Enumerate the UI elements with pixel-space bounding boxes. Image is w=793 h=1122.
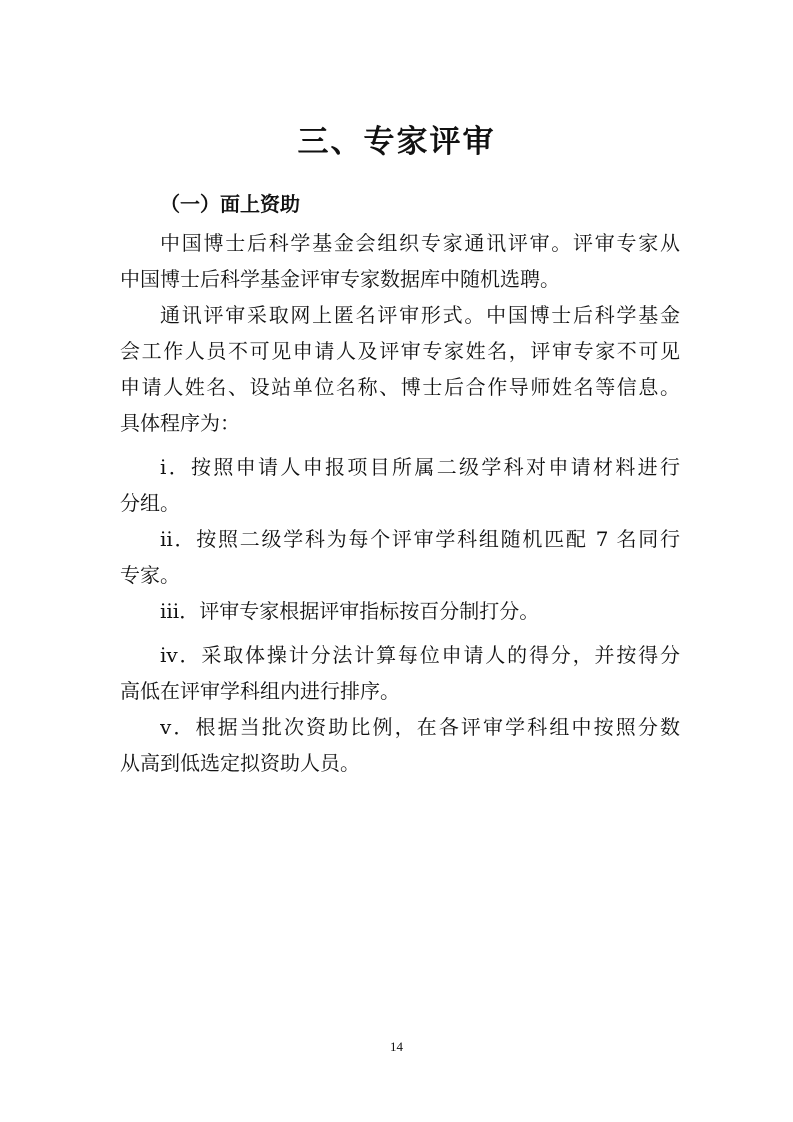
- page-number: 14: [390, 1039, 403, 1054]
- step-ii-line-2: 专家。: [120, 563, 180, 587]
- step-iv-line-2: 高低在评审学科组内进行排序。: [120, 679, 400, 703]
- paragraph-1-line-1: 中国博士后科学基金会组织专家通讯评审。评审专家从: [160, 231, 680, 255]
- paragraph-2-line-4: 具体程序为：: [120, 411, 240, 435]
- paragraph-2-line-3: 申请人姓名、设站单位名称、博士后合作导师姓名等信息。: [120, 375, 680, 399]
- step-v-line-2: 从高到低选定拟资助人员。: [120, 751, 360, 775]
- step-ii-line-1: ii．按照二级学科为每个评审学科组随机匹配 7 名同行: [160, 527, 680, 551]
- paragraph-1-line-2: 中国博士后科学基金评审专家数据库中随机选聘。: [120, 267, 560, 291]
- step-iv-line-1: iv．采取体操计分法计算每位申请人的得分，并按得分: [160, 643, 680, 667]
- section-heading: （一）面上资助: [160, 192, 300, 216]
- step-iii-line-1: iii．评审专家根据评审指标按百分制打分。: [160, 599, 540, 623]
- paragraph-2-line-1: 通讯评审采取网上匿名评审形式。中国博士后科学基金: [160, 303, 680, 327]
- step-i-line-1: i．按照申请人申报项目所属二级学科对申请材料进行: [160, 455, 680, 479]
- page-title: 三、专家评审: [297, 124, 496, 160]
- step-v-line-1: v．根据当批次资助比例，在各评审学科组中按照分数: [160, 715, 680, 739]
- paragraph-2-line-2: 会工作人员不可见申请人及评审专家姓名，评审专家不可见: [120, 339, 680, 363]
- step-i-line-2: 分组。: [120, 491, 180, 515]
